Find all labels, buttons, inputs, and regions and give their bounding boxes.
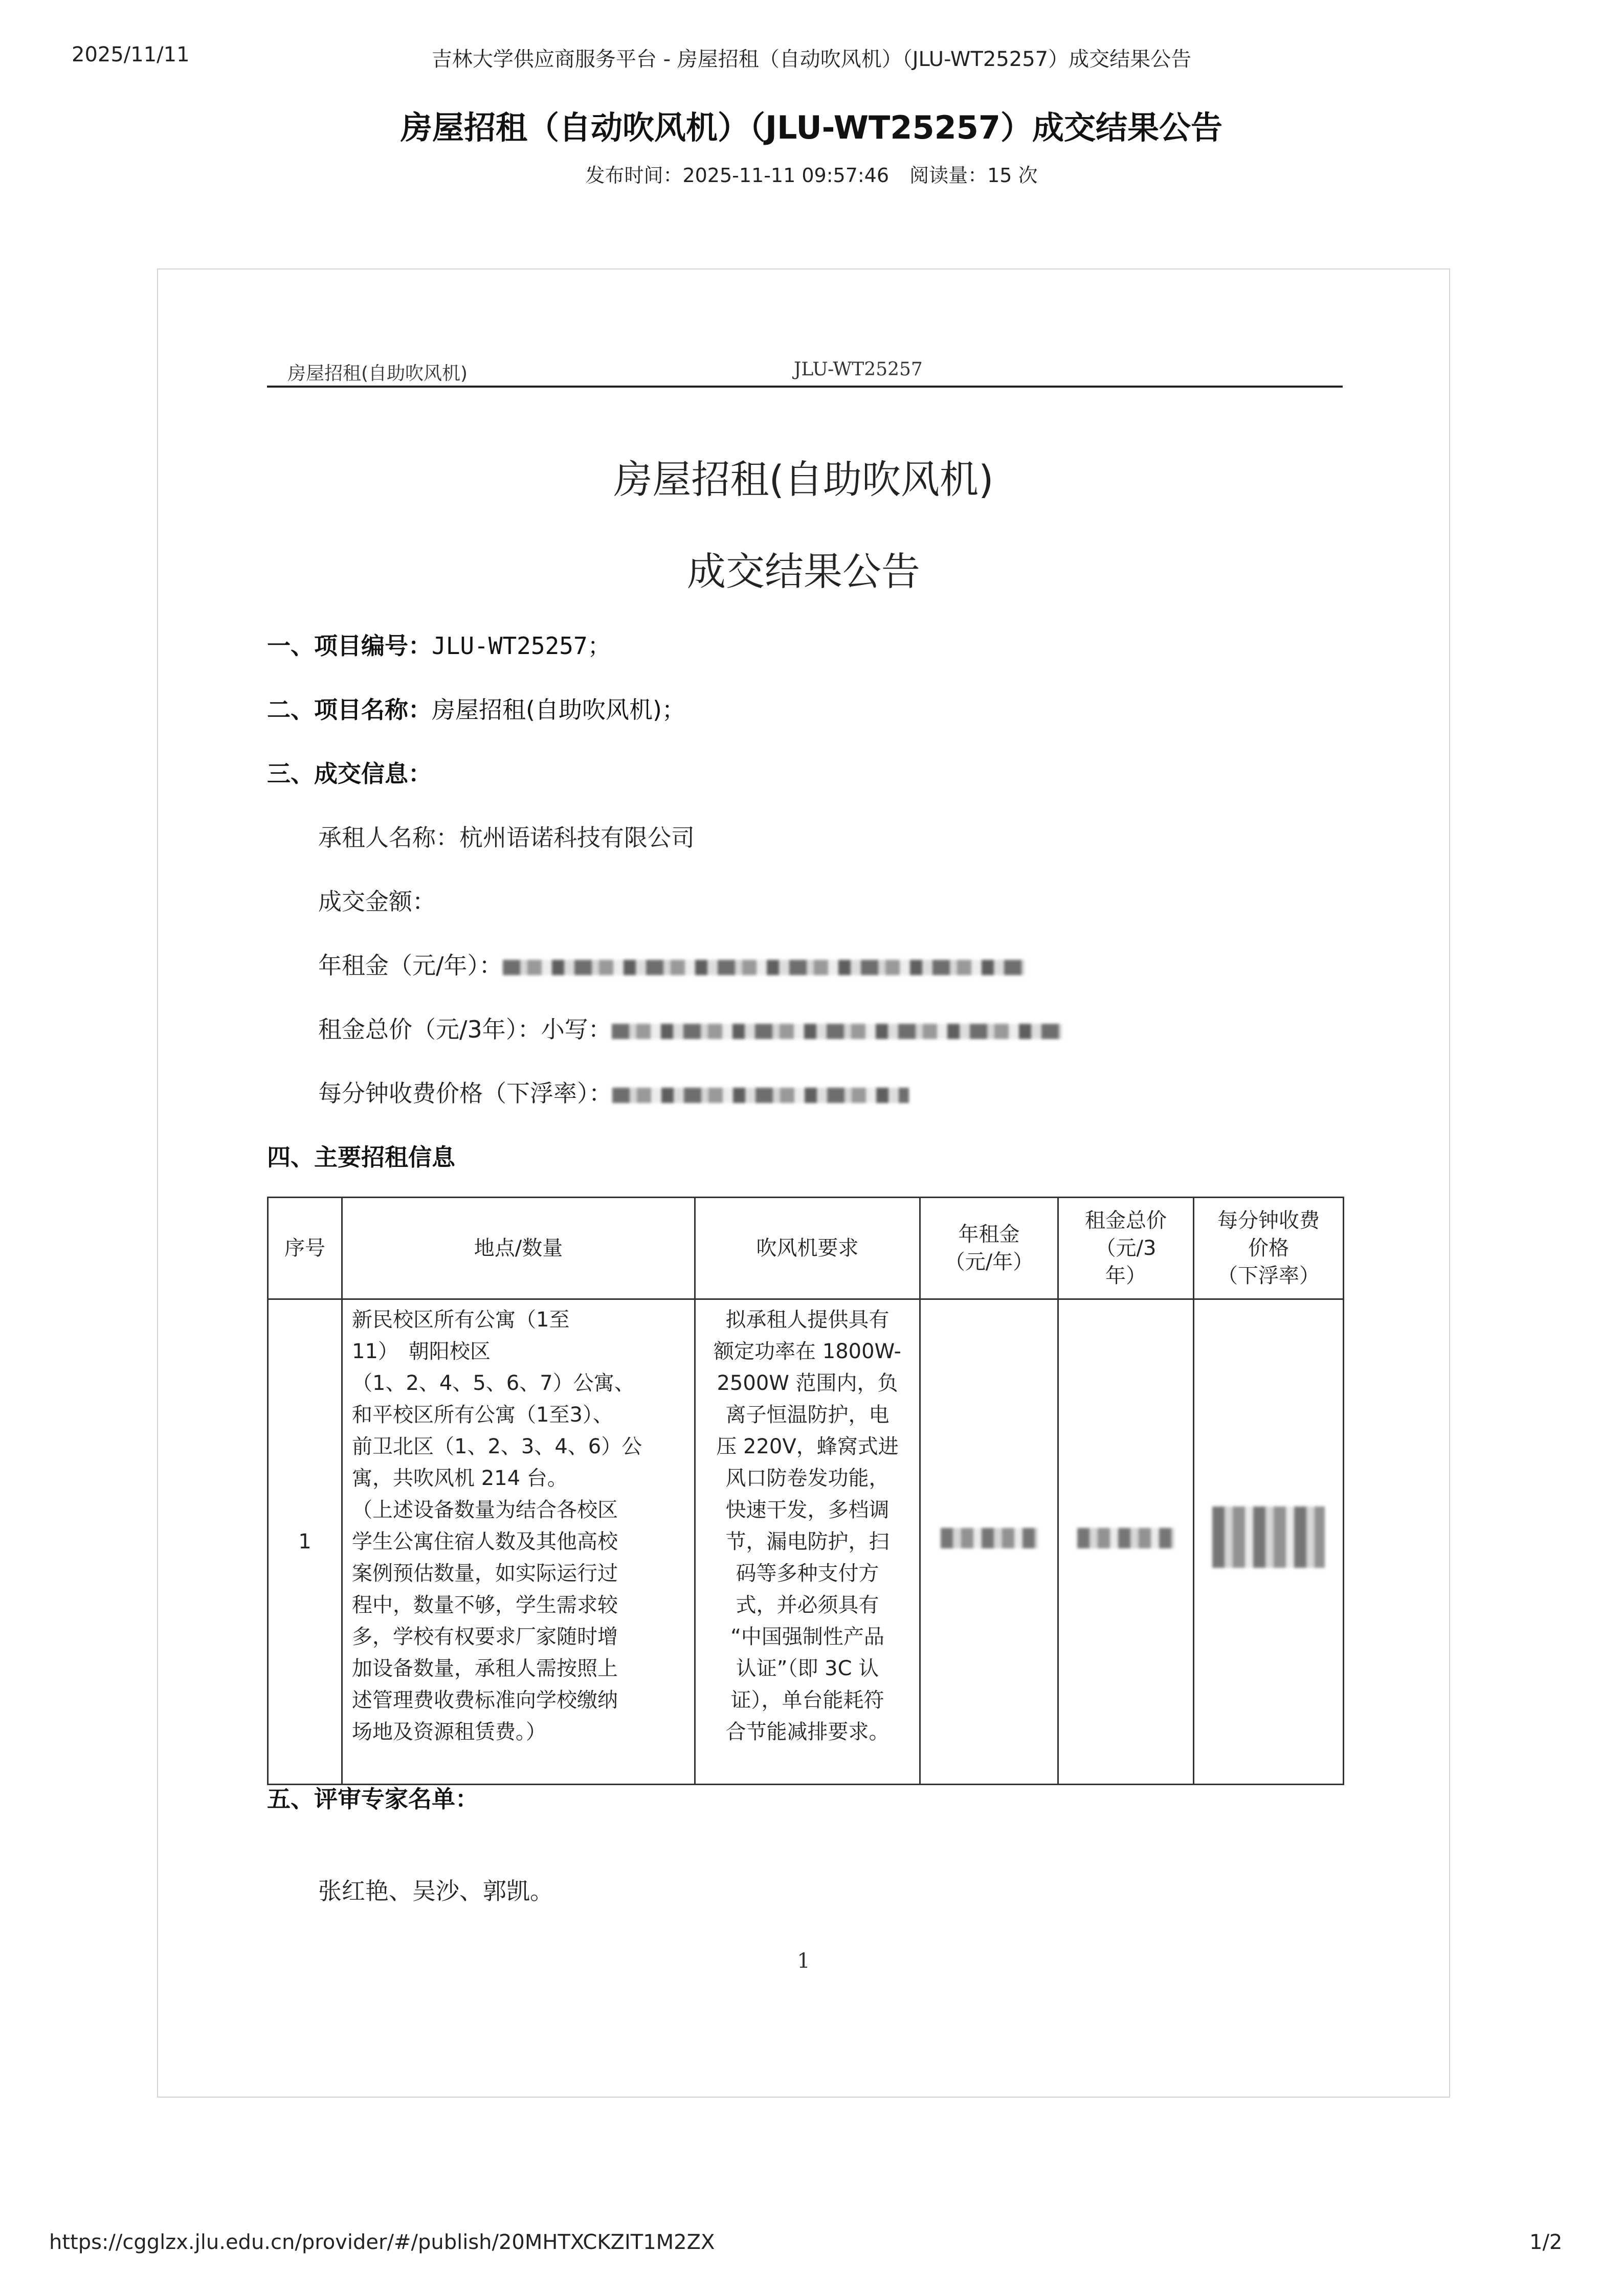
cell-location: 新民校区所有公寓（1至 11） 朝阳校区 （1、2、4、5、6、7）公寓、 和平校区所有公寓（1至3）、 前卫北区（1、2、3、4、6）公 寓，共吹风机 214 台。 （上述设备数量为结合各校区 学生公寓住宿人数及其他高校 案例预估数量，如实际运行过 程中，数量不够，学生需求较 多，学校有权要求厂家随时增 加设备数量，承租人需按照上 述管理费收费标准向学校缴纳 场地及资源租赁费。） bbox=[342, 1299, 695, 1785]
document-title: 房屋招租(自助吹风机) bbox=[613, 457, 994, 502]
annual-rent bbox=[318, 947, 1025, 981]
footer-url[interactable]: https://cgglzx.jlu.edu.cn/provider/#/publish/20MHTXCKZIT1M2ZX bbox=[49, 2231, 715, 2254]
redacted-value bbox=[612, 1024, 1062, 1039]
publish-meta bbox=[0, 160, 1623, 188]
redacted-value bbox=[941, 1528, 1038, 1548]
col-header-total-rent: 租金总价 （元/3 年） bbox=[1058, 1198, 1194, 1299]
section-label: 三、成交信息： bbox=[267, 760, 432, 787]
redacted-value bbox=[612, 1088, 909, 1103]
cell-per-minute bbox=[1194, 1299, 1344, 1785]
project-name: 房屋招租(自助吹风机)； bbox=[432, 696, 685, 724]
rental-info-table bbox=[267, 1197, 1343, 1785]
section-label: 四、主要招租信息 bbox=[267, 1143, 455, 1171]
cell-index: 1 bbox=[268, 1299, 342, 1785]
col-header-per-minute: 每分钟收费 价格 （下浮率） bbox=[1194, 1198, 1344, 1299]
page-number: 1 bbox=[797, 1949, 810, 1973]
project-number: JLU-WT25257； bbox=[432, 632, 611, 660]
col-header-index: 序号 bbox=[268, 1198, 342, 1299]
publish-time: 发布时间：2025-11-11 09:57:46 bbox=[585, 164, 890, 187]
section-main-info bbox=[267, 1139, 455, 1173]
per-minute-label: 每分钟收费价格（下浮率）： bbox=[318, 1079, 612, 1107]
running-header bbox=[267, 359, 1343, 388]
section-label: 五、评审专家名单： bbox=[267, 1785, 479, 1813]
expert-list: 张红艳、吴沙、郭凯。 bbox=[318, 1877, 553, 1905]
redacted-value bbox=[1077, 1528, 1174, 1548]
section-experts bbox=[267, 1781, 479, 1814]
col-header-location: 地点/数量 bbox=[342, 1198, 695, 1299]
read-count: 阅读量：15 次 bbox=[909, 164, 1038, 187]
col-header-annual-rent: 年租金 （元/年） bbox=[920, 1198, 1058, 1299]
lessee-name: 承租人名称：杭州语诺科技有限公司 bbox=[318, 824, 695, 851]
page-heading: 房屋招租（自动吹风机）（JLU-WT25257）成交结果公告 bbox=[400, 109, 1223, 146]
table-header-row bbox=[268, 1198, 1344, 1299]
annual-rent-label: 年租金（元/年）： bbox=[318, 952, 503, 979]
total-rent bbox=[318, 1011, 1062, 1045]
cell-requirement: 拟承租人提供具有 额定功率在 1800W- 2500W 范围内，负 离子恒温防护，电 压 220V，蜂窝式进 风口防卷发功能， 快速干发，多档调 节，漏电防护，扫 码等多种支付方 式，并必须具有 “中国强制性产品 认证”（即 3C 认 证），单台能耗符 合节能减排要求。 bbox=[695, 1299, 920, 1785]
col-header-requirement: 吹风机要求 bbox=[695, 1198, 920, 1299]
table-row bbox=[268, 1299, 1344, 1785]
running-header-right: JLU-WT25257 bbox=[794, 359, 923, 380]
section-project-number bbox=[267, 627, 611, 661]
redacted-value bbox=[1212, 1506, 1325, 1568]
section-label: 一、项目编号： bbox=[267, 632, 432, 660]
redacted-value bbox=[503, 960, 1025, 975]
section-label: 二、项目名称： bbox=[267, 696, 432, 724]
cell-total-rent bbox=[1058, 1299, 1194, 1785]
total-rent-label: 租金总价（元/3年）：小写： bbox=[318, 1016, 612, 1043]
print-title: 吉林大学供应商服务平台 - 房屋招租（自动吹风机）（JLU-WT25257）成交结果公告 bbox=[431, 48, 1192, 71]
section-deal-info bbox=[267, 755, 432, 789]
running-header-left: 房屋招租(自助吹风机) bbox=[287, 363, 468, 384]
cell-annual-rent bbox=[920, 1299, 1058, 1785]
footer-page-count: 1/2 bbox=[1529, 2231, 1563, 2254]
document-preview bbox=[157, 268, 1450, 2098]
print-date: 2025/11/11 bbox=[72, 43, 190, 66]
section-project-name bbox=[267, 691, 685, 725]
per-minute-price bbox=[318, 1075, 909, 1109]
deal-amount-label: 成交金额： bbox=[318, 888, 436, 915]
document-subtitle: 成交结果公告 bbox=[687, 549, 920, 594]
